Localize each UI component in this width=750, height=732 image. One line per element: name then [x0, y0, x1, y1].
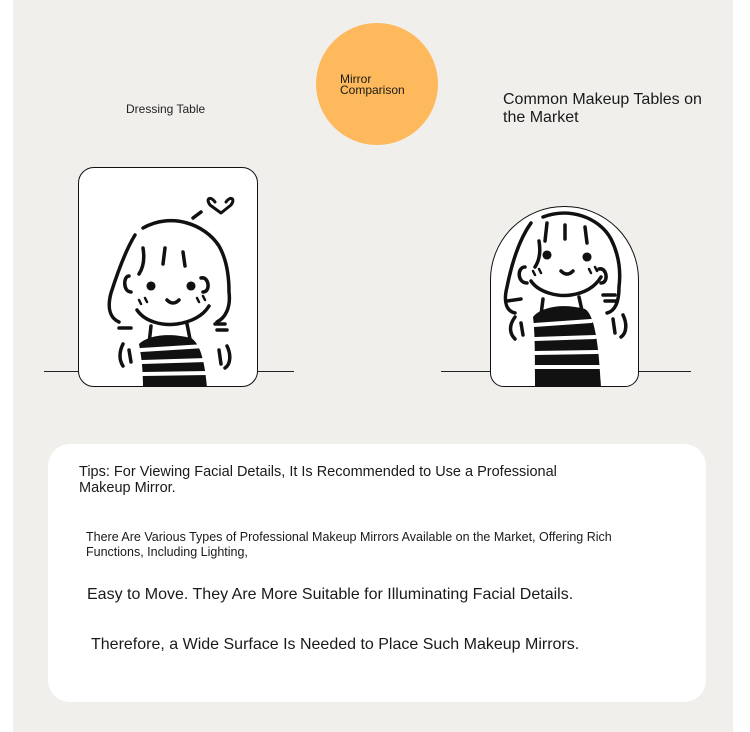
common-table-mirror	[490, 206, 639, 387]
girl-portrait-icon	[491, 207, 639, 387]
tips-paragraph-2: Easy to Move. They Are More Suitable for Illuminating Facial Details.	[87, 586, 574, 603]
common-tables-label: Common Makeup Tables on the Market	[503, 91, 702, 126]
tips-paragraph-1: There Are Various Types of Professional Makeup Mirrors Available on the Market, Offering Rich Functions, Including Lighting,	[86, 530, 612, 559]
tips-paragraph-3: Therefore, a Wide Surface Is Needed to Place Such Makeup Mirrors.	[91, 636, 580, 653]
tips-heading: Tips: For Viewing Facial Details, It Is Recommended to Use a Professional Makeup Mirror.	[79, 464, 557, 496]
badge-label: Mirror Comparison	[340, 72, 405, 97]
dressing-table-mirror	[78, 167, 258, 387]
girl-portrait-icon	[79, 168, 258, 387]
dressing-table-label: Dressing Table	[126, 102, 206, 116]
